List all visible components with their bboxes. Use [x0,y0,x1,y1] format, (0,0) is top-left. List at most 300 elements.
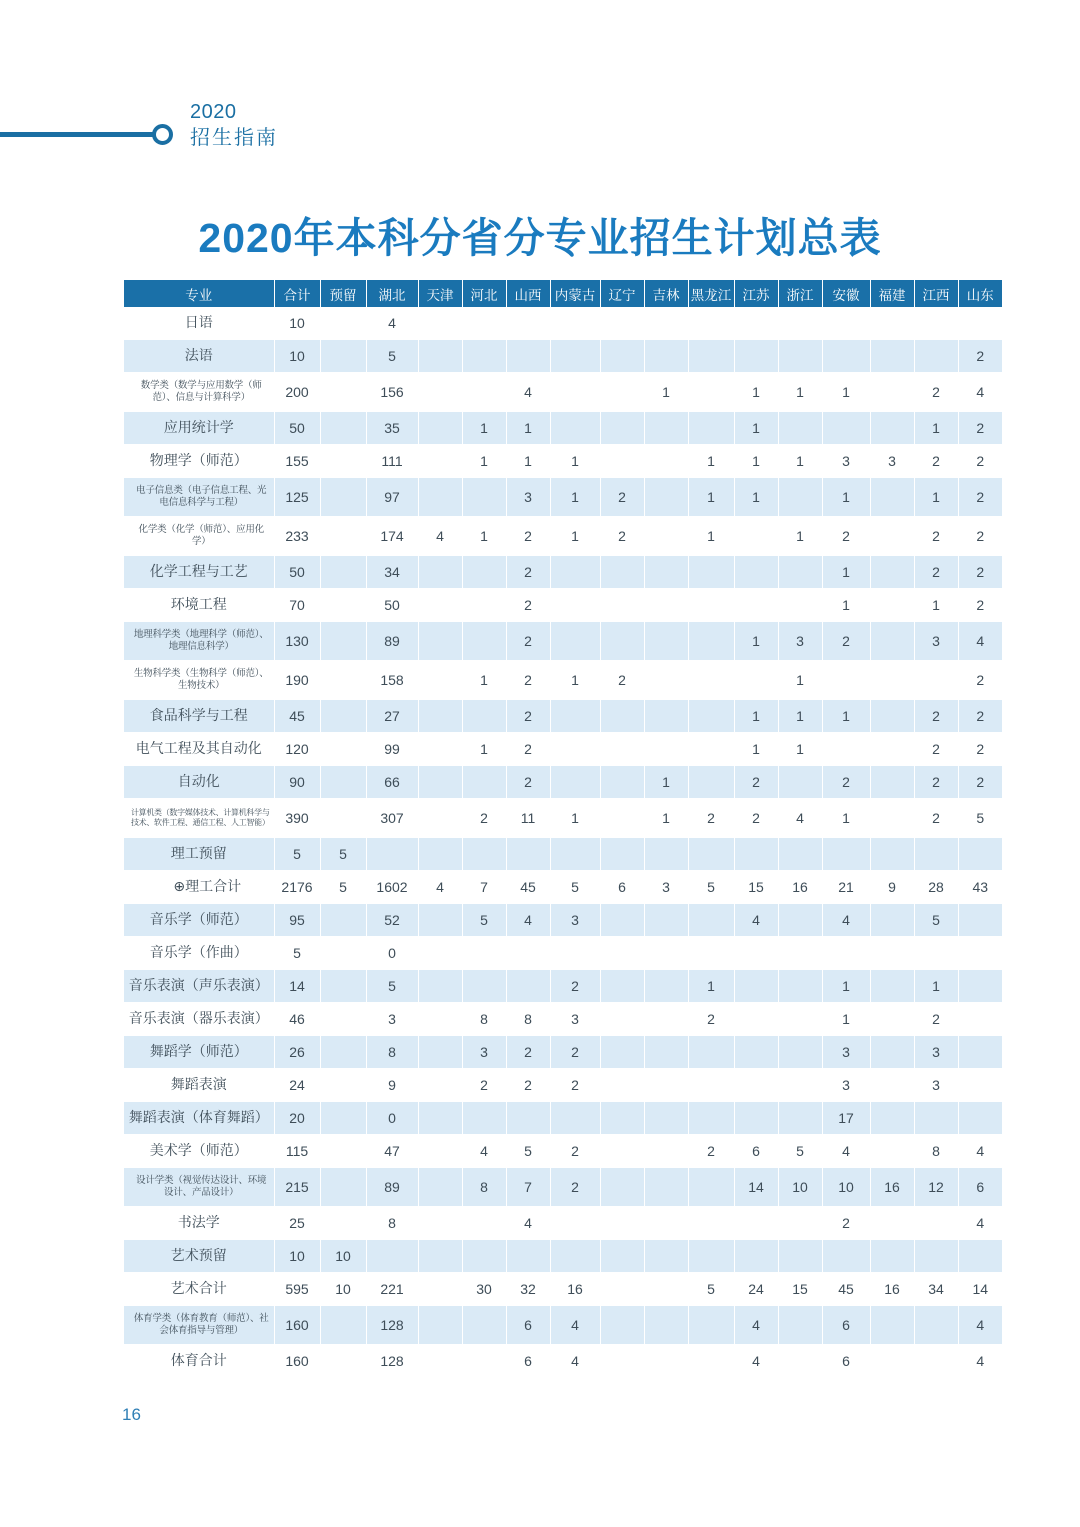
quota-cell-辽宁 [600,733,644,766]
quota-cell-江西: 3 [914,622,958,661]
quota-cell-福建 [870,478,914,517]
quota-cell-天津 [418,1345,462,1378]
quota-cell-浙江 [778,937,822,970]
table-row [124,1135,1002,1168]
quota-cell-江西: 2 [914,556,958,589]
quota-cell-山东: 2 [958,445,1002,478]
quota-cell-福建 [870,589,914,622]
quota-cell-山西: 6 [506,1306,550,1345]
quota-cell-江苏: 1 [734,622,778,661]
quota-cell-辽宁 [600,1240,644,1273]
quota-cell-辽宁: 2 [600,661,644,700]
quota-cell-内蒙古: 1 [550,517,600,556]
quota-cell-河北 [462,1345,506,1378]
major-name-cell: 生物科学类（生物科学（师范）、生物技术） [124,661,274,700]
quota-cell-预留 [320,412,366,445]
quota-cell-内蒙古 [550,589,600,622]
quota-cell-山西: 2 [506,1069,550,1102]
quota-cell-浙江 [778,970,822,1003]
quota-cell-内蒙古: 1 [550,445,600,478]
quota-cell-内蒙古 [550,766,600,799]
quota-cell-湖北: 9 [366,1069,418,1102]
quota-cell-河北 [462,1306,506,1345]
quota-cell-辽宁 [600,1306,644,1345]
quota-cell-黑龙江 [688,340,734,373]
quota-cell-山西: 7 [506,1168,550,1207]
quota-cell-吉林 [644,838,688,871]
major-name-cell: 地理科学类（地理科学（师范）、地理信息科学） [124,622,274,661]
major-name-cell: 音乐表演（器乐表演） [124,1003,274,1036]
quota-cell-安徽 [822,733,870,766]
quota-cell-合计: 50 [274,412,320,445]
quota-cell-预留: 5 [320,838,366,871]
quota-cell-福建 [870,1003,914,1036]
quota-cell-江苏: 24 [734,1273,778,1306]
quota-cell-江西 [914,937,958,970]
table-row [124,1345,1002,1378]
quota-cell-吉林 [644,1306,688,1345]
quota-cell-山西: 45 [506,871,550,904]
quota-cell-江西: 2 [914,445,958,478]
quota-cell-山东: 4 [958,1207,1002,1240]
major-name-cell: 设计学类（视觉传达设计、环境设计、产品设计） [124,1168,274,1207]
quota-cell-黑龙江 [688,1345,734,1378]
quota-cell-黑龙江 [688,412,734,445]
quota-cell-预留 [320,937,366,970]
quota-cell-内蒙古 [550,700,600,733]
quota-cell-山西: 2 [506,589,550,622]
quota-cell-福建 [870,340,914,373]
quota-cell-安徽: 21 [822,871,870,904]
quota-cell-河北: 3 [462,1036,506,1069]
quota-cell-合计: 95 [274,904,320,937]
quota-cell-江西 [914,1240,958,1273]
quota-cell-黑龙江 [688,307,734,340]
quota-cell-湖北: 156 [366,373,418,412]
quota-cell-湖北: 89 [366,622,418,661]
quota-cell-山东: 2 [958,661,1002,700]
quota-cell-江西: 2 [914,517,958,556]
quota-cell-山西: 1 [506,445,550,478]
table-row [124,700,1002,733]
quota-cell-辽宁 [600,1102,644,1135]
quota-cell-吉林 [644,661,688,700]
quota-cell-山西: 4 [506,373,550,412]
quota-cell-江西: 12 [914,1168,958,1207]
quota-cell-辽宁 [600,1003,644,1036]
page-number: 16 [122,1405,141,1424]
header-ribbon [0,100,340,170]
quota-cell-江西: 1 [914,412,958,445]
quota-cell-浙江: 10 [778,1168,822,1207]
quota-cell-福建: 16 [870,1168,914,1207]
quota-cell-吉林 [644,904,688,937]
table-row [124,904,1002,937]
quota-cell-福建 [870,937,914,970]
quota-cell-黑龙江: 2 [688,1135,734,1168]
quota-cell-预留 [320,589,366,622]
quota-cell-河北 [462,340,506,373]
quota-cell-福建 [870,970,914,1003]
quota-cell-山西: 2 [506,622,550,661]
quota-cell-河北 [462,307,506,340]
quota-cell-浙江 [778,1036,822,1069]
quota-cell-山西 [506,307,550,340]
quota-cell-安徽 [822,661,870,700]
quota-cell-河北 [462,937,506,970]
quota-cell-预留 [320,1345,366,1378]
quota-cell-安徽: 2 [822,622,870,661]
quota-cell-安徽: 1 [822,478,870,517]
column-header-江西: 江西 [914,280,958,307]
quota-cell-江苏: 4 [734,1345,778,1378]
quota-cell-山东 [958,904,1002,937]
quota-cell-合计: 5 [274,838,320,871]
quota-cell-福建 [870,412,914,445]
quota-cell-天津 [418,556,462,589]
quota-cell-福建 [870,1207,914,1240]
quota-cell-内蒙古 [550,838,600,871]
quota-cell-浙江 [778,904,822,937]
quota-cell-山西: 4 [506,1207,550,1240]
quota-cell-合计: 120 [274,733,320,766]
quota-cell-浙江 [778,589,822,622]
quota-cell-山东 [958,1102,1002,1135]
quota-cell-湖北: 128 [366,1306,418,1345]
quota-cell-吉林 [644,970,688,1003]
quota-cell-合计: 215 [274,1168,320,1207]
quota-cell-黑龙江 [688,838,734,871]
quota-cell-湖北 [366,838,418,871]
quota-cell-江西 [914,661,958,700]
quota-cell-江苏: 1 [734,700,778,733]
quota-cell-吉林 [644,1135,688,1168]
quota-cell-预留 [320,733,366,766]
quota-cell-山西: 3 [506,478,550,517]
quota-cell-黑龙江: 1 [688,970,734,1003]
quota-cell-内蒙古: 2 [550,970,600,1003]
quota-cell-江苏: 1 [734,445,778,478]
quota-cell-吉林 [644,1003,688,1036]
quota-cell-河北: 2 [462,799,506,838]
quota-cell-浙江: 1 [778,661,822,700]
quota-cell-河北 [462,1207,506,1240]
quota-cell-安徽: 1 [822,556,870,589]
quota-cell-江苏: 1 [734,733,778,766]
column-header-major: 专业 [124,280,274,307]
quota-cell-内蒙古: 1 [550,478,600,517]
quota-cell-湖北: 35 [366,412,418,445]
quota-cell-安徽 [822,838,870,871]
quota-cell-江苏 [734,1069,778,1102]
quota-cell-安徽: 1 [822,1003,870,1036]
quota-cell-吉林 [644,1273,688,1306]
quota-cell-天津 [418,937,462,970]
column-header-山西: 山西 [506,280,550,307]
quota-cell-江苏 [734,517,778,556]
quota-cell-黑龙江 [688,700,734,733]
quota-cell-浙江: 1 [778,733,822,766]
column-header-河北: 河北 [462,280,506,307]
quota-cell-合计: 200 [274,373,320,412]
quota-cell-河北 [462,1240,506,1273]
quota-cell-合计: 10 [274,340,320,373]
quota-cell-河北: 2 [462,1069,506,1102]
quota-cell-江苏: 4 [734,1306,778,1345]
quota-cell-福建 [870,1102,914,1135]
column-header-吉林: 吉林 [644,280,688,307]
quota-cell-天津 [418,589,462,622]
quota-cell-黑龙江: 1 [688,517,734,556]
quota-cell-合计: 160 [274,1345,320,1378]
quota-cell-预留 [320,799,366,838]
quota-cell-安徽 [822,937,870,970]
major-name-cell: 舞蹈学（师范） [124,1036,274,1069]
quota-cell-黑龙江 [688,733,734,766]
quota-cell-湖北 [366,1240,418,1273]
column-header-安徽: 安徽 [822,280,870,307]
quota-cell-山东 [958,1069,1002,1102]
major-name-cell: 美术学（师范） [124,1135,274,1168]
quota-cell-福建 [870,1240,914,1273]
quota-cell-天津 [418,1207,462,1240]
quota-cell-山东: 4 [958,1306,1002,1345]
quota-cell-江苏: 2 [734,766,778,799]
quota-cell-福建: 3 [870,445,914,478]
quota-cell-合计: 26 [274,1036,320,1069]
quota-cell-安徽 [822,1240,870,1273]
quota-cell-吉林 [644,1036,688,1069]
quota-cell-浙江: 1 [778,445,822,478]
quota-cell-吉林 [644,733,688,766]
quota-cell-内蒙古: 2 [550,1135,600,1168]
quota-cell-吉林 [644,937,688,970]
page-title: 2020年本科分省分专业招生计划总表 [198,215,882,261]
quota-cell-黑龙江 [688,661,734,700]
quota-cell-预留 [320,1207,366,1240]
quota-cell-合计: 160 [274,1306,320,1345]
quota-cell-安徽 [822,307,870,340]
quota-cell-湖北: 1602 [366,871,418,904]
quota-cell-辽宁 [600,1207,644,1240]
quota-cell-内蒙古: 2 [550,1036,600,1069]
quota-cell-江苏: 1 [734,478,778,517]
quota-cell-合计: 5 [274,937,320,970]
quota-cell-合计: 190 [274,661,320,700]
quota-cell-湖北: 128 [366,1345,418,1378]
quota-cell-安徽: 10 [822,1168,870,1207]
quota-cell-山西: 11 [506,799,550,838]
quota-cell-辽宁 [600,1273,644,1306]
quota-cell-河北 [462,970,506,1003]
quota-cell-河北 [462,766,506,799]
quota-cell-吉林: 1 [644,766,688,799]
quota-cell-辽宁 [600,445,644,478]
quota-cell-预留 [320,1036,366,1069]
quota-cell-辽宁 [600,307,644,340]
quota-cell-辽宁 [600,799,644,838]
quota-cell-吉林 [644,478,688,517]
quota-cell-天津 [418,1240,462,1273]
quota-cell-河北: 8 [462,1168,506,1207]
quota-cell-湖北: 4 [366,307,418,340]
quota-cell-山东: 5 [958,799,1002,838]
quota-cell-合计: 14 [274,970,320,1003]
quota-cell-合计: 45 [274,700,320,733]
quota-cell-黑龙江 [688,556,734,589]
quota-cell-天津 [418,661,462,700]
quota-cell-内蒙古: 4 [550,1345,600,1378]
quota-cell-安徽: 1 [822,799,870,838]
quota-cell-山东: 2 [958,700,1002,733]
quota-cell-安徽: 4 [822,1135,870,1168]
quota-cell-江西 [914,1345,958,1378]
quota-cell-预留: 10 [320,1273,366,1306]
quota-cell-浙江 [778,1003,822,1036]
quota-cell-江西: 2 [914,700,958,733]
quota-cell-江西 [914,1306,958,1345]
quota-cell-山东 [958,1003,1002,1036]
quota-cell-辽宁 [600,1036,644,1069]
quota-cell-浙江 [778,1207,822,1240]
quota-cell-辽宁 [600,1069,644,1102]
quota-cell-江西: 2 [914,373,958,412]
admission-plan-table [124,280,1002,1378]
table-row [124,1240,1002,1273]
quota-cell-安徽 [822,412,870,445]
quota-cell-黑龙江 [688,904,734,937]
quota-cell-黑龙江: 5 [688,871,734,904]
quota-cell-吉林 [644,1069,688,1102]
quota-cell-黑龙江 [688,622,734,661]
table-body [124,307,1002,1378]
quota-cell-天津 [418,445,462,478]
quota-cell-浙江 [778,1102,822,1135]
quota-cell-山西: 4 [506,904,550,937]
quota-cell-浙江: 1 [778,517,822,556]
quota-cell-天津 [418,1003,462,1036]
quota-cell-山西: 5 [506,1135,550,1168]
quota-cell-天津 [418,1135,462,1168]
quota-cell-安徽 [822,340,870,373]
quota-cell-预留 [320,1069,366,1102]
quota-cell-预留 [320,766,366,799]
quota-cell-合计: 46 [274,1003,320,1036]
major-name-cell: 音乐学（师范） [124,904,274,937]
quota-cell-吉林 [644,445,688,478]
quota-cell-河北: 8 [462,1003,506,1036]
quota-cell-吉林 [644,340,688,373]
quota-cell-河北 [462,838,506,871]
quota-cell-浙江: 16 [778,871,822,904]
quota-cell-安徽: 1 [822,589,870,622]
quota-cell-吉林 [644,517,688,556]
quota-cell-天津 [418,307,462,340]
quota-cell-辽宁 [600,766,644,799]
quota-cell-辽宁: 2 [600,478,644,517]
quota-cell-预留 [320,1135,366,1168]
major-name-cell: 数学类（数学与应用数学（师范）、信息与计算科学） [124,373,274,412]
quota-cell-山西 [506,1240,550,1273]
quota-cell-山东: 2 [958,412,1002,445]
quota-cell-合计: 50 [274,556,320,589]
quota-cell-合计: 155 [274,445,320,478]
quota-cell-安徽: 2 [822,517,870,556]
table-header-row [124,280,1002,307]
quota-cell-山西 [506,1102,550,1135]
table-row [124,1102,1002,1135]
quota-cell-黑龙江 [688,937,734,970]
table-row [124,445,1002,478]
quota-cell-山西 [506,937,550,970]
quota-cell-辽宁 [600,622,644,661]
quota-cell-安徽: 1 [822,373,870,412]
quota-cell-预留 [320,340,366,373]
quota-cell-湖北: 8 [366,1036,418,1069]
table-row [124,937,1002,970]
table-row [124,970,1002,1003]
quota-cell-辽宁: 6 [600,871,644,904]
quota-cell-预留 [320,622,366,661]
quota-cell-河北 [462,373,506,412]
quota-cell-山东 [958,1036,1002,1069]
quota-cell-福建 [870,373,914,412]
quota-cell-山西: 6 [506,1345,550,1378]
major-name-cell: 舞蹈表演（体育舞蹈） [124,1102,274,1135]
quota-cell-安徽: 17 [822,1102,870,1135]
quota-cell-河北 [462,700,506,733]
quota-cell-江苏 [734,1102,778,1135]
quota-cell-黑龙江 [688,1306,734,1345]
quota-cell-浙江 [778,412,822,445]
table-row [124,838,1002,871]
quota-cell-福建 [870,799,914,838]
table-row [124,1207,1002,1240]
quota-cell-江苏 [734,1003,778,1036]
quota-cell-合计: 2176 [274,871,320,904]
quota-cell-辽宁 [600,412,644,445]
quota-cell-山东 [958,838,1002,871]
quota-cell-黑龙江: 1 [688,478,734,517]
quota-cell-合计: 70 [274,589,320,622]
major-name-cell: 电子信息类（电子信息工程、光电信息科学与工程） [124,478,274,517]
table-header [124,280,1002,307]
quota-cell-天津 [418,1069,462,1102]
quota-cell-吉林: 1 [644,799,688,838]
column-header-预留: 预留 [320,280,366,307]
quota-cell-福建 [870,700,914,733]
quota-cell-河北: 1 [462,661,506,700]
quota-cell-福建 [870,517,914,556]
quota-cell-山西 [506,838,550,871]
quota-cell-浙江 [778,1240,822,1273]
quota-cell-内蒙古: 3 [550,1003,600,1036]
quota-cell-山东: 4 [958,1135,1002,1168]
major-name-cell: 应用统计学 [124,412,274,445]
quota-cell-安徽: 6 [822,1306,870,1345]
quota-cell-内蒙古: 16 [550,1273,600,1306]
quota-cell-浙江: 15 [778,1273,822,1306]
quota-cell-天津 [418,478,462,517]
quota-cell-吉林 [644,589,688,622]
column-header-湖北: 湖北 [366,280,418,307]
quota-cell-山东: 4 [958,1345,1002,1378]
quota-cell-江苏: 4 [734,904,778,937]
quota-cell-内蒙古 [550,1207,600,1240]
quota-cell-辽宁 [600,970,644,1003]
ribbon-year: 2020 [190,101,237,123]
quota-cell-浙江 [778,307,822,340]
